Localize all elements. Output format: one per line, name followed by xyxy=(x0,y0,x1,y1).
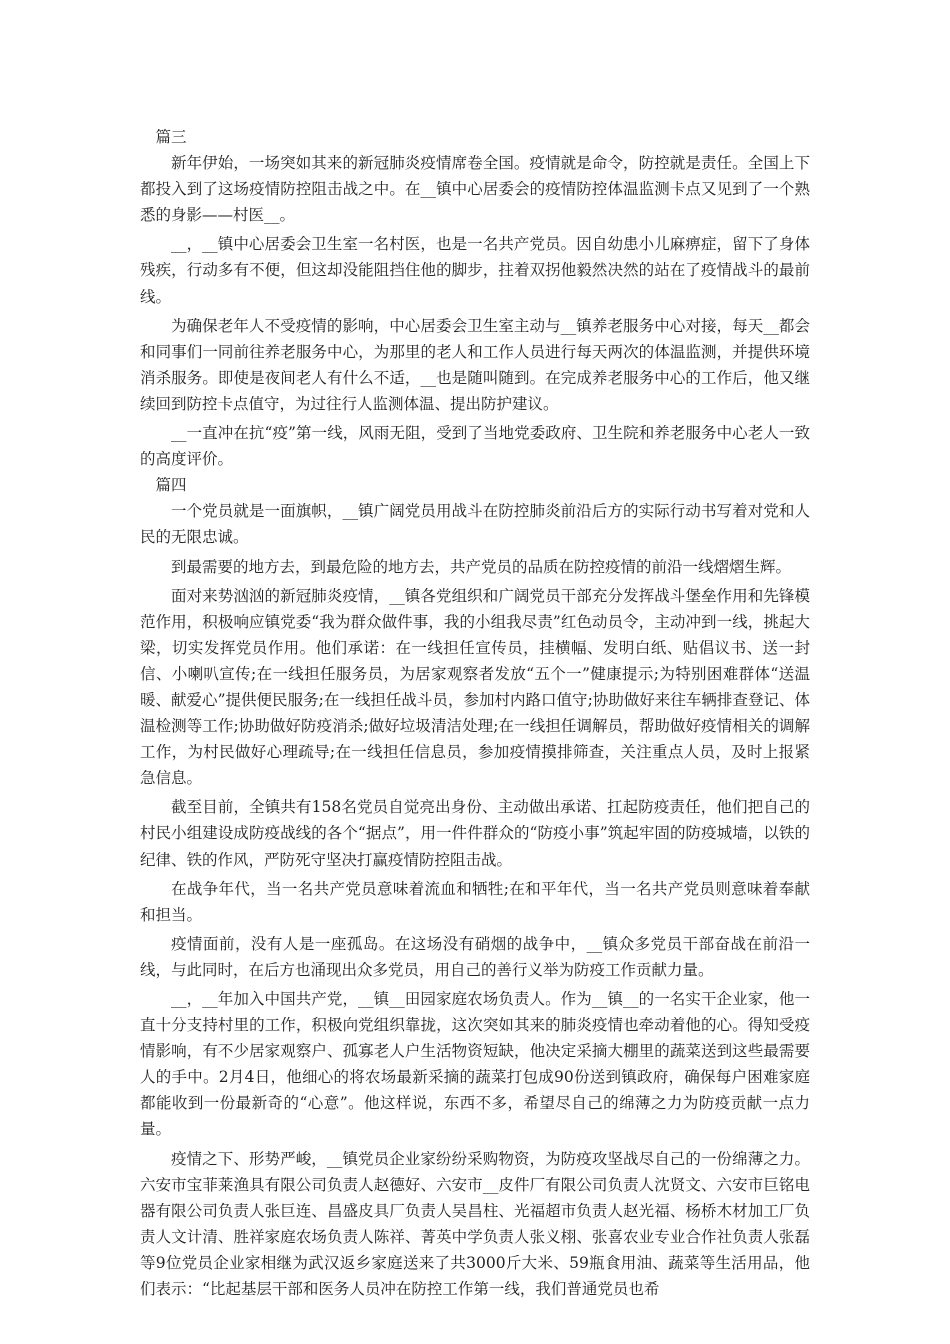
section-heading: 篇三 xyxy=(155,128,187,146)
paragraph: __，__年加入中国共产党，__镇__田园家庭农场负责人。作为__镇__的一名实干企业家，他一直十分支持村里的工作，积极向党组织靠拢，这次突如其来的肺炎疫情也牵动着他的心。得知受疫情影响，有不少居家观察户、孤寡老人户生活物资短缺，他决定采摘大棚里的蔬菜送到这些最需要人的手中。2月4日，他细心的将农场最新采摘的蔬菜打包成90份送到镇政府，确保每户困难家庭都能收到一份最新奇的“心意”。他这样说，东西不多，希望尽自己的绵薄之力为防疫贡献一点力量。 xyxy=(140,990,810,1139)
section-3 xyxy=(140,124,810,472)
paragraph: 面对来势汹汹的新冠肺炎疫情，__镇各党组织和广阔党员干部充分发挥战斗堡垒作用和先锋模范作用，积极响应镇党委“我为群众做件事，我的小组我尽责”红色动员令，主动冲到一线，挑起大梁，切实发挥党员作用。他们承诺：在一线担任宣传员，挂横幅、发明白纸、贴倡议书、送一封信、小喇叭宣传;在一线担任服务员，为居家观察者发放“五个一”健康提示;为特别困难群体“送温暖、献爱心”提供便民服务;在一线担任战斗员，参加村内路口值守;协助做好来往车辆排查登记、体温检测等工作;协助做好防疫消杀;做好垃圾清洁处理;在一线担任调解员，帮助做好疫情相关的调解工作，为村民做好心理疏导;在一线担任信息员，参加疫情摸排筛查，关注重点人员，及时上报紧急信息。 xyxy=(140,586,810,788)
paragraph: 到最需要的地方去，到最危险的地方去，共产党员的品质在防控疫情的前沿一线熠熠生辉。 xyxy=(171,557,792,576)
section-heading: 篇四 xyxy=(155,476,187,495)
paragraph: 为确保老年人不受疫情的影响，中心居委会卫生室主动与__镇养老服务中心对接，每天__都会和同事们一同前往养老服务中心，为那里的老人和工作人员进行每天两次的体温监测，并提供环境消杀服务。即使是夜间老人有什么不适，__也是随叫随到。在完成养老服务中心的工作后，他又继续回到防控卡点值守，为过往行人监测体温、提出防护建议。 xyxy=(140,316,810,413)
paragraph: __，__镇中心居委会卫生室一名村医，也是一名共产党员。因自幼患小儿麻痹症，留下了身体残疾，行动多有不便，但这却没能阻挡住他的脚步，拄着双拐他毅然决然的站在了疫情战斗的最前线。 xyxy=(140,235,810,306)
paragraph: 新年伊始，一场突如其来的新冠肺炎疫情席卷全国。疫情就是命令，防控就是责任。全国上下都投入到了这场疫情防控阻击战之中。在__镇中心居委会的疫情防控体温监测卡点又见到了一个熟悉的身影——村医__。 xyxy=(140,154,810,225)
paragraph: 在战争年代，当一名共产党员意味着流血和牺牲;在和平年代，当一名共产党员则意味着奉献和担当。 xyxy=(140,879,810,924)
document-body xyxy=(140,124,810,1302)
paragraph: 疫情之下、形势严峻，__镇党员企业家纷纷采购物资，为防疫攻坚战尽自己的一份绵薄之力。六安市宝菲莱渔具有限公司负责人赵德好、六安市__皮件厂有限公司负责人沈贤文、六安市巨铭电器有限公司负责人张巨连、昌盛皮具厂负责人吴昌柱、光福超市负责人赵光福、杨桥木材加工厂负责人文计清、胜祥家庭农场负责人陈祥、菁英中学负责人张义栩、张喜农业专业合作社负责人张磊等9位党员企业家相继为武汉返乡家庭送来了共3000斤大米、59瓶食用油、蔬菜等生活用品，他们表示：“比起基层干部和医务人员冲在防控工作第一线，我们普通党员也希 xyxy=(140,1149,810,1299)
paragraph: 疫情面前，没有人是一座孤岛。在这场没有硝烟的战争中，__镇众多党员干部奋战在前沿一线，与此同时，在后方也涌现出众多党员，用自己的善行义举为防疫工作贡献力量。 xyxy=(140,934,810,979)
paragraph: __一直冲在抗“疫”第一线，风雨无阻，受到了当地党委政府、卫生院和养老服务中心老人一致的高度评价。 xyxy=(140,424,810,469)
section-4 xyxy=(140,472,810,1302)
paragraph: 一个党员就是一面旗帜，__镇广阔党员用战斗在防控肺炎前沿后方的实际行动书写着对党和人民的无限忠诚。 xyxy=(140,502,810,547)
paragraph: 截至目前，全镇共有158名党员自觉亮出身份、主动做出承诺、扛起防疫责任，他们把自己的村民小组建设成防疫战线的各个“据点”，用一件件群众的“防疫小事”筑起牢固的防疫城墙，以铁的纪律、铁的作风，严防死守坚决打赢疫情防控阻击战。 xyxy=(140,798,810,869)
